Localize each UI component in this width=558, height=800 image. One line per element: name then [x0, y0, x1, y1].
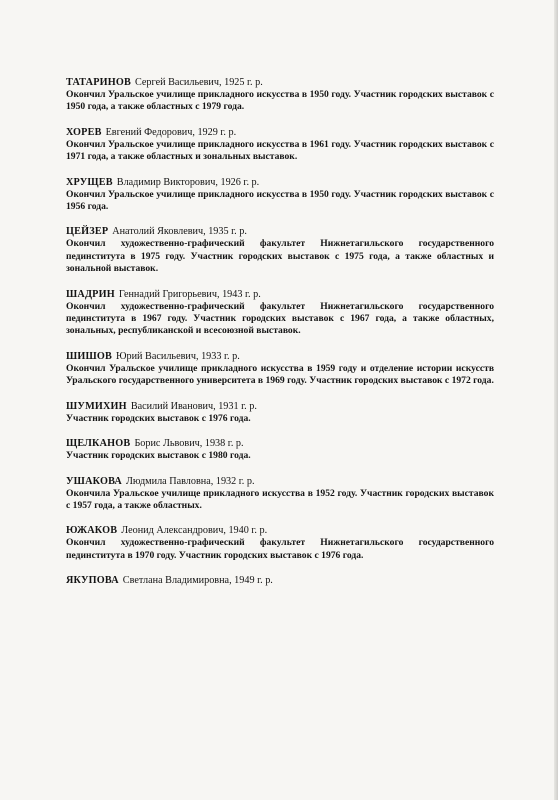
entry-header — [66, 351, 510, 363]
artist-surname: ТАТАРИНОВ — [66, 77, 131, 88]
artist-name-birth: Анатолий Яковлевич, 1935 г. р. — [112, 226, 247, 238]
artist-name-birth: Людмила Павловна, 1932 г. р. — [126, 475, 255, 487]
artist-biography: Окончила Уральское училище прикладного искусства в 1952 году. Участник городских выставок с 1957 года, а также областных. — [66, 487, 494, 511]
artist-surname: ЯКУПОВА — [66, 575, 119, 587]
entry-header — [66, 438, 510, 450]
artist-biography: Окончил Уральское училище прикладного искусства в 1959 году и отделение истории искусств Уральского государственного университета в 1969 году. Участник городских выставок с 1972 года. — [66, 362, 494, 387]
artist-surname: УШАКОВА — [66, 475, 122, 487]
artist-entry-tseizer — [66, 226, 510, 275]
artist-biography: Окончил художественно-графический факультет Нижнетагильского государственного пединститута в 1967 году. Участник городских выставок с 1967 года, а также областных, зональных, республиканской и всесоюзной выставок. — [66, 300, 494, 337]
entry-header — [66, 77, 510, 89]
artist-surname: ШИШОВ — [66, 350, 113, 362]
artist-entry-yuzhakov — [66, 525, 510, 562]
artist-surname: ШУМИХИН — [66, 400, 127, 412]
artist-name-birth: Борис Львович, 1938 г. р. — [134, 438, 244, 450]
artist-biography: Окончил Уральское училище прикладного искусства в 1950 году. Участник городских выставок с 1950 года, а также областных с 1979 года. — [66, 89, 494, 113]
entry-header — [66, 401, 510, 413]
entry-header — [66, 525, 510, 537]
entry-header — [66, 289, 510, 301]
artist-name-birth: Сергей Васильевич, 1925 г. р. — [134, 77, 263, 88]
artist-biography: Окончил художественно-графический факультет Нижнетагильского государственного пединститута в 1970 году. Участник городских выставок с 1976 года. — [66, 537, 494, 561]
page-edge-shadow — [554, 0, 558, 800]
artist-name-birth: Светлана Владимировна, 1949 г. р. — [122, 575, 273, 587]
artist-biography: Окончил Уральское училище прикладного искусства в 1950 году. Участник городских выставок с 1956 года. — [66, 188, 494, 213]
entry-header — [66, 127, 510, 139]
artist-name-birth: Юрий Васильевич, 1933 г. р. — [116, 350, 240, 362]
artist-surname: ЦЕЙЗЕР — [66, 226, 109, 238]
entry-header — [66, 226, 510, 238]
artist-entry-shchelkanov — [66, 438, 510, 462]
entry-header — [66, 476, 510, 488]
artist-entry-khrushchev — [66, 177, 510, 214]
artist-entry-shishov — [66, 351, 510, 388]
artist-surname: ХОРЕВ — [66, 126, 102, 138]
artist-entry-yakupova — [66, 575, 510, 587]
artist-entry-shadrin — [66, 289, 510, 338]
artist-surname: ХРУЩЕВ — [66, 176, 113, 188]
artist-entry-shumikhin — [66, 401, 510, 425]
artist-name-birth: Василий Иванович, 1931 г. р. — [130, 400, 257, 412]
artist-name-birth: Владимир Викторович, 1926 г. р. — [116, 176, 260, 188]
artist-biography: Окончил Уральское училище прикладного искусства в 1961 году. Участник городских выставок с 1971 года, а также областных и зональных выставок. — [66, 138, 494, 163]
artist-biography: Участник городских выставок с 1980 года. — [66, 450, 251, 462]
artist-surname: ШАДРИН — [66, 288, 115, 300]
artist-name-birth: Геннадий Григорьевич, 1943 г. р. — [118, 288, 261, 300]
artist-surname: ЮЖАКОВ — [66, 525, 118, 537]
artist-biography: Участник городских выставок с 1976 года. — [66, 412, 251, 424]
artist-biography: Окончил художественно-графический факультет Нижнетагильского государственного пединститута в 1975 году. Участник городских выставок с 1975 года, а также областных и зональной выставок. — [66, 238, 494, 275]
entry-header — [66, 575, 510, 587]
artist-name-birth: Леонид Александрович, 1940 г. р. — [121, 525, 268, 537]
artist-entry-ushakova — [66, 476, 510, 513]
artist-entry-khorev — [66, 127, 510, 164]
artist-surname: ЩЕЛКАНОВ — [66, 438, 131, 450]
artist-name-birth: Евгений Федорович, 1929 г. р. — [105, 126, 237, 138]
artist-entry-tatarinov — [66, 77, 510, 114]
entry-header — [66, 177, 510, 189]
